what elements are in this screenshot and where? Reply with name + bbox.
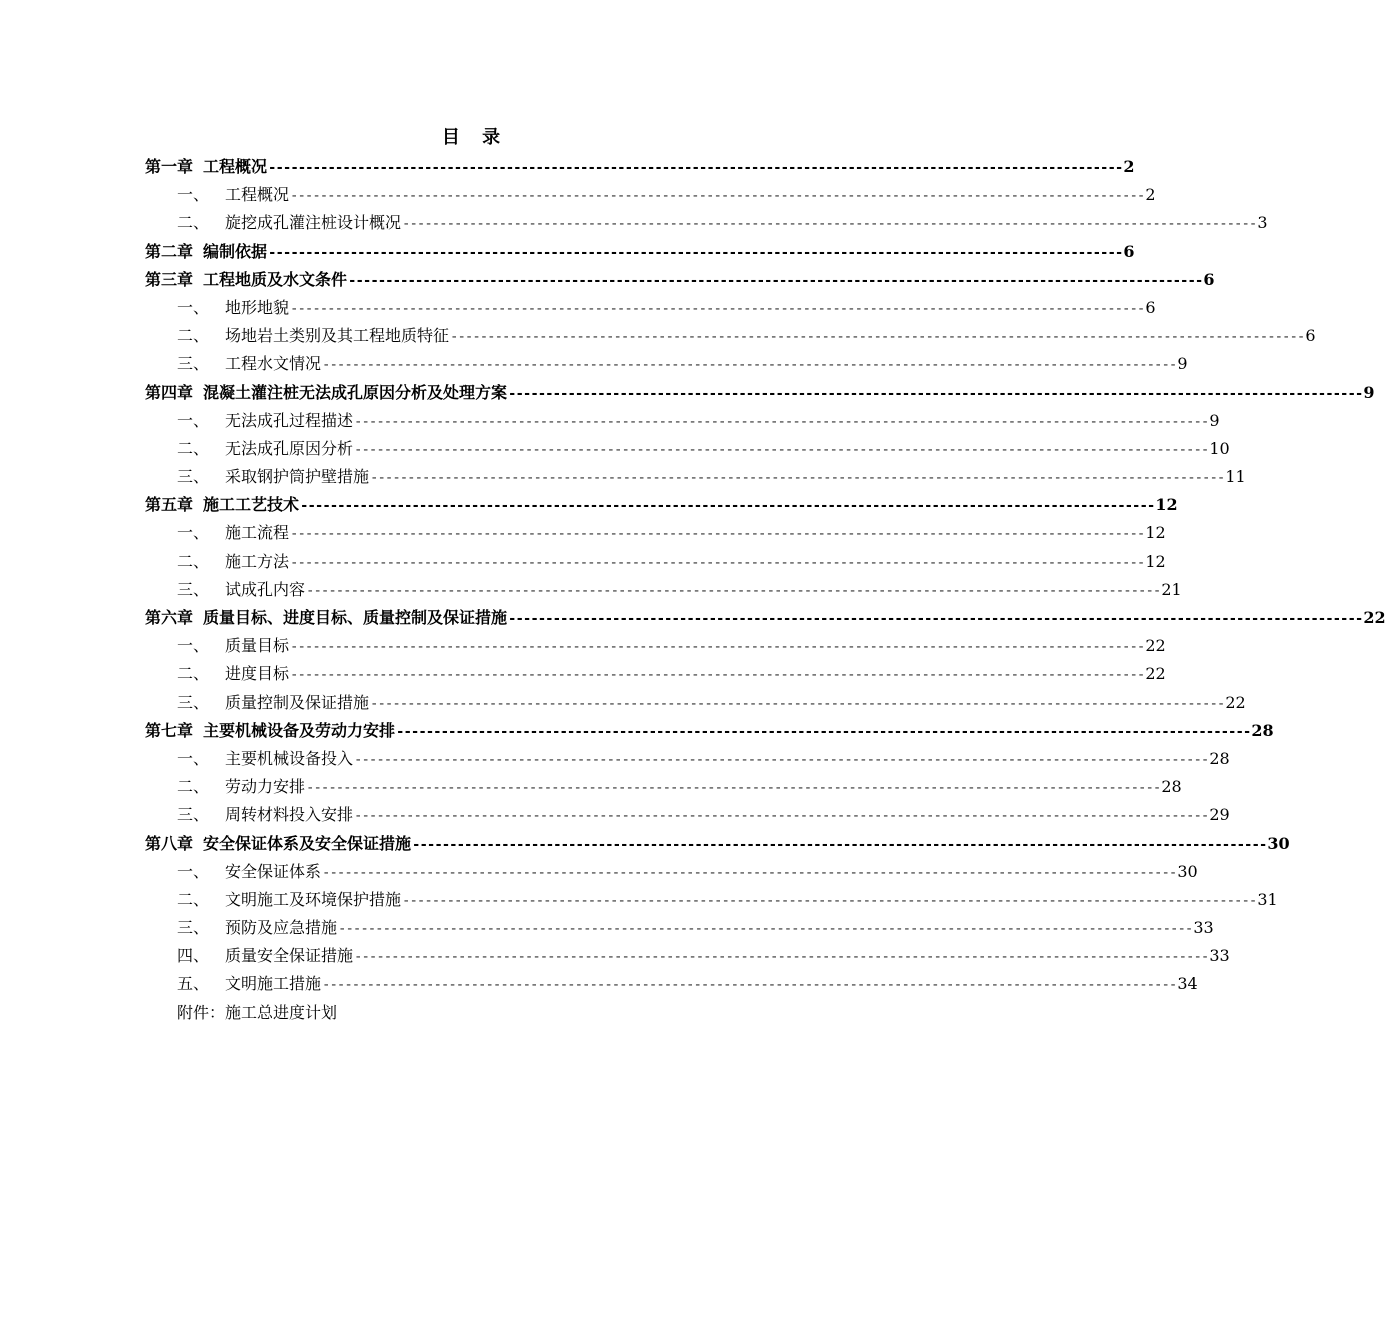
- toc-chapter-entry[interactable]: [145, 830, 1290, 858]
- toc-chapter-entry[interactable]: [145, 266, 1215, 294]
- toc-page-number: 22: [1145, 664, 1166, 684]
- toc-dot-leader: -------------------------------------------------------------------------------------------------------------------: [268, 160, 1123, 176]
- toc-dot-leader: -------------------------------------------------------------------------------------------------------------------: [306, 582, 1161, 599]
- toc-entry-number: 第三章: [145, 269, 194, 289]
- toc-section-entry[interactable]: [145, 886, 1278, 914]
- toc-entry-number: 一、: [177, 748, 210, 768]
- toc-entry-number: 三、: [177, 918, 210, 938]
- toc-dot-leader: -------------------------------------------------------------------------------------------------------------------: [306, 780, 1161, 797]
- toc-entry-number: 二、: [177, 326, 210, 346]
- toc-entry-label: 文明施工及环境保护措施: [225, 889, 402, 909]
- toc-page-number: 3: [1257, 213, 1268, 233]
- toc-entry-label: 施工方法: [225, 551, 290, 571]
- toc-entry-number: 一、: [177, 861, 210, 881]
- toc-page-number: 9: [1209, 410, 1220, 430]
- toc-page-number: 30: [1177, 861, 1198, 881]
- toc-entry-number: 三、: [177, 467, 210, 487]
- toc-entry-label: 安全保证体系及安全保证措施: [203, 833, 412, 853]
- toc-entry-number: 二、: [177, 551, 210, 571]
- toc-dot-leader: -------------------------------------------------------------------------------------------------------------------: [450, 329, 1305, 346]
- toc-entry-label: 工程地质及水文条件: [203, 269, 348, 289]
- toc-dot-leader: -------------------------------------------------------------------------------------------------------------------: [370, 470, 1225, 487]
- toc-entry-number: 第七章: [145, 720, 194, 740]
- toc-section-entry[interactable]: [145, 773, 1182, 801]
- toc-entry-number: 二、: [177, 777, 210, 797]
- toc-page-number: 29: [1209, 805, 1230, 825]
- toc-entry-label: 试成孔内容: [225, 579, 306, 599]
- toc-page-number: 22: [1145, 636, 1166, 656]
- toc-page-number: 33: [1193, 918, 1214, 938]
- toc-attachment[interactable]: [145, 999, 806, 1027]
- toc-page-number: 22: [1225, 692, 1246, 712]
- toc-section-entry[interactable]: [145, 970, 1198, 998]
- toc-entry-number: 二、: [177, 438, 210, 458]
- toc-entry-label: 安全保证体系: [225, 861, 322, 881]
- toc-page-number: 30: [1267, 833, 1290, 853]
- toc-section-entry[interactable]: [145, 435, 1230, 463]
- toc-chapter-entry[interactable]: [145, 491, 1178, 519]
- toc-dot-leader: -------------------------------------------------------------------------------------------------------------------: [322, 357, 1177, 374]
- toc-page-number: 10: [1209, 438, 1230, 458]
- toc-attachment-label: 附件：施工总进度计划: [177, 1002, 338, 1022]
- toc-dot-leader: -------------------------------------------------------------------------------------------------------------------: [402, 216, 1257, 233]
- toc-entry-number: 第八章: [145, 833, 194, 853]
- toc-dot-leader: -------------------------------------------------------------------------------------------------------------------: [354, 949, 1209, 966]
- toc-dot-leader: -------------------------------------------------------------------------------------------------------------------: [508, 611, 1363, 627]
- toc-entry-number: 一、: [177, 523, 210, 543]
- toc-entry-number: 三、: [177, 692, 210, 712]
- toc-entry-label: 质量安全保证措施: [225, 946, 354, 966]
- toc-entry-number: 第一章: [145, 157, 194, 176]
- toc-dot-leader: -------------------------------------------------------------------------------------------------------------------: [412, 836, 1267, 853]
- toc-entry-number: 第六章: [145, 608, 194, 627]
- toc-page-number: 12: [1155, 495, 1178, 515]
- toc-page-number: 9: [1363, 382, 1375, 402]
- toc-entry-label: 工程概况: [203, 157, 268, 176]
- toc-page-number: 12: [1145, 551, 1166, 571]
- toc-chapter-entry[interactable]: [145, 153, 1135, 181]
- toc-entry-number: 一、: [177, 636, 210, 656]
- toc-dot-leader: -------------------------------------------------------------------------------------------------------------------: [348, 272, 1203, 289]
- toc-section-entry[interactable]: [145, 209, 1268, 237]
- toc-dot-leader: -------------------------------------------------------------------------------------------------------------------: [290, 667, 1145, 684]
- toc-dot-leader: -------------------------------------------------------------------------------------------------------------------: [402, 892, 1257, 909]
- toc-entry-label: 施工工艺技术: [203, 495, 300, 515]
- toc-page-number: 2: [1145, 185, 1156, 205]
- toc-section-entry[interactable]: [145, 576, 1182, 604]
- toc-page-number: 6: [1305, 326, 1316, 346]
- toc-entry-number: 一、: [177, 297, 210, 317]
- toc-page-number: 9: [1177, 354, 1188, 374]
- toc-page-number: 6: [1145, 297, 1156, 317]
- toc-entry-number: 第二章: [145, 241, 194, 261]
- toc-page-number: 6: [1123, 241, 1135, 261]
- toc-page-number: 21: [1161, 579, 1182, 599]
- toc-entry-label: 地形地貌: [225, 297, 290, 317]
- toc-dot-leader: -------------------------------------------------------------------------------------------------------------------: [322, 864, 1177, 881]
- toc-dot-leader: -------------------------------------------------------------------------------------------------------------------: [354, 751, 1209, 768]
- toc-page-number: 28: [1209, 748, 1230, 768]
- toc-page-number: 22: [1363, 608, 1386, 627]
- toc-chapter-entry[interactable]: [145, 717, 1274, 745]
- toc-list: [145, 153, 1386, 1027]
- toc-entry-label: 质量目标、进度目标、质量控制及保证措施: [203, 608, 508, 627]
- toc-entry-number: 一、: [177, 410, 210, 430]
- toc-entry-number: 一、: [177, 185, 210, 205]
- toc-entry-label: 质量控制及保证措施: [225, 692, 370, 712]
- toc-page-number: 12: [1145, 523, 1166, 543]
- toc-entry-label: 无法成孔原因分析: [225, 438, 354, 458]
- toc-entry-label: 劳动力安排: [225, 777, 306, 797]
- toc-section-entry[interactable]: [145, 519, 1166, 547]
- toc-dot-leader: -------------------------------------------------------------------------------------------------------------------: [322, 977, 1177, 994]
- toc-entry-number: 三、: [177, 579, 210, 599]
- toc-section-entry[interactable]: [145, 463, 1246, 491]
- toc-page-number: 11: [1225, 467, 1246, 487]
- toc-entry-number: 四、: [177, 946, 210, 966]
- toc-page-number: 34: [1177, 974, 1198, 994]
- toc-section-entry[interactable]: [145, 181, 1156, 209]
- toc-entry-number: 五、: [177, 974, 210, 994]
- toc-page-number: 6: [1203, 269, 1215, 289]
- toc-dot-leader: -------------------------------------------------------------------------------------------------------------------: [268, 244, 1123, 261]
- toc-page-number: 2: [1123, 157, 1135, 176]
- toc-dot-leader: -------------------------------------------------------------------------------------------------------------------: [354, 441, 1209, 458]
- toc-page-number: 28: [1251, 720, 1274, 740]
- toc-entry-label: 文明施工措施: [225, 974, 322, 994]
- toc-chapter-entry[interactable]: [145, 604, 1386, 632]
- toc-dot-leader: -------------------------------------------------------------------------------------------------------------------: [290, 300, 1145, 317]
- toc-dot-leader: -------------------------------------------------------------------------------------------------------------------: [354, 413, 1209, 430]
- toc-entry-number: 三、: [177, 805, 210, 825]
- toc-entry-label: 主要机械设备投入: [225, 748, 354, 768]
- toc-section-entry[interactable]: [145, 632, 1166, 660]
- toc-dot-leader: -------------------------------------------------------------------------------------------------------------------: [290, 526, 1145, 543]
- toc-entry-label: 无法成孔过程描述: [225, 410, 354, 430]
- toc-dot-leader: -------------------------------------------------------------------------------------------------------------------: [290, 554, 1145, 571]
- toc-entry-label: 采取钢护筒护壁措施: [225, 467, 370, 487]
- toc-dot-leader: -------------------------------------------------------------------------------------------------------------------: [300, 498, 1155, 515]
- toc-section-entry[interactable]: [145, 322, 1316, 350]
- toc-page-number: 33: [1209, 946, 1230, 966]
- toc-entry-label: 编制依据: [203, 241, 268, 261]
- toc-section-entry[interactable]: [145, 407, 1220, 435]
- toc-section-entry[interactable]: [145, 689, 1246, 717]
- toc-entry-label: 质量目标: [225, 636, 290, 656]
- toc-dot-leader: -------------------------------------------------------------------------------------------------------------------: [508, 385, 1363, 402]
- toc-section-entry[interactable]: [145, 858, 1198, 886]
- toc-entry-number: 第四章: [145, 382, 194, 402]
- toc-entry-number: 二、: [177, 889, 210, 909]
- toc-dot-leader: -------------------------------------------------------------------------------------------------------------------: [338, 921, 1193, 938]
- toc-entry-number: 二、: [177, 664, 210, 684]
- toc-page-number: 28: [1161, 777, 1182, 797]
- toc-dot-leader: -------------------------------------------------------------------------------------------------------------------: [370, 695, 1225, 712]
- toc-section-entry[interactable]: [145, 942, 1230, 970]
- toc-section-entry[interactable]: [145, 801, 1230, 829]
- toc-section-entry[interactable]: [145, 914, 1214, 942]
- toc-entry-label: 混凝土灌注桩无法成孔原因分析及处理方案: [203, 382, 508, 402]
- toc-entry-label: 场地岩土类别及其工程地质特征: [225, 326, 450, 346]
- toc-page-number: 31: [1257, 889, 1278, 909]
- toc-entry-label: 预防及应急措施: [225, 918, 338, 938]
- toc-section-entry[interactable]: [145, 745, 1230, 773]
- toc-dot-leader: -------------------------------------------------------------------------------------------------------------------: [290, 639, 1145, 656]
- toc-entry-number: 二、: [177, 213, 210, 233]
- toc-dot-leader: -------------------------------------------------------------------------------------------------------------------: [354, 808, 1209, 825]
- toc-entry-number: 第五章: [145, 495, 194, 515]
- toc-chapter-entry[interactable]: [145, 238, 1135, 266]
- toc-section-entry[interactable]: [145, 294, 1156, 322]
- toc-entry-label: 进度目标: [225, 664, 290, 684]
- toc-entry-label: 周转材料投入安排: [225, 805, 354, 825]
- toc-entry-label: 旋挖成孔灌注桩设计概况: [225, 213, 402, 233]
- toc-chapter-entry[interactable]: [145, 379, 1375, 407]
- toc-dot-leader: -------------------------------------------------------------------------------------------------------------------: [396, 723, 1251, 740]
- toc-entry-label: 主要机械设备及劳动力安排: [203, 720, 396, 740]
- toc-entry-label: 施工流程: [225, 523, 290, 543]
- toc-title: 目 录: [441, 127, 509, 148]
- toc-entry-label: 工程概况: [225, 185, 290, 205]
- toc-section-entry[interactable]: [145, 350, 1188, 378]
- toc-entry-label: 工程水文情况: [225, 354, 322, 374]
- toc-section-entry[interactable]: [145, 548, 1166, 576]
- toc-dot-leader: -------------------------------------------------------------------------------------------------------------------: [290, 188, 1145, 205]
- toc-entry-number: 三、: [177, 354, 210, 374]
- toc-section-entry[interactable]: [145, 660, 1166, 688]
